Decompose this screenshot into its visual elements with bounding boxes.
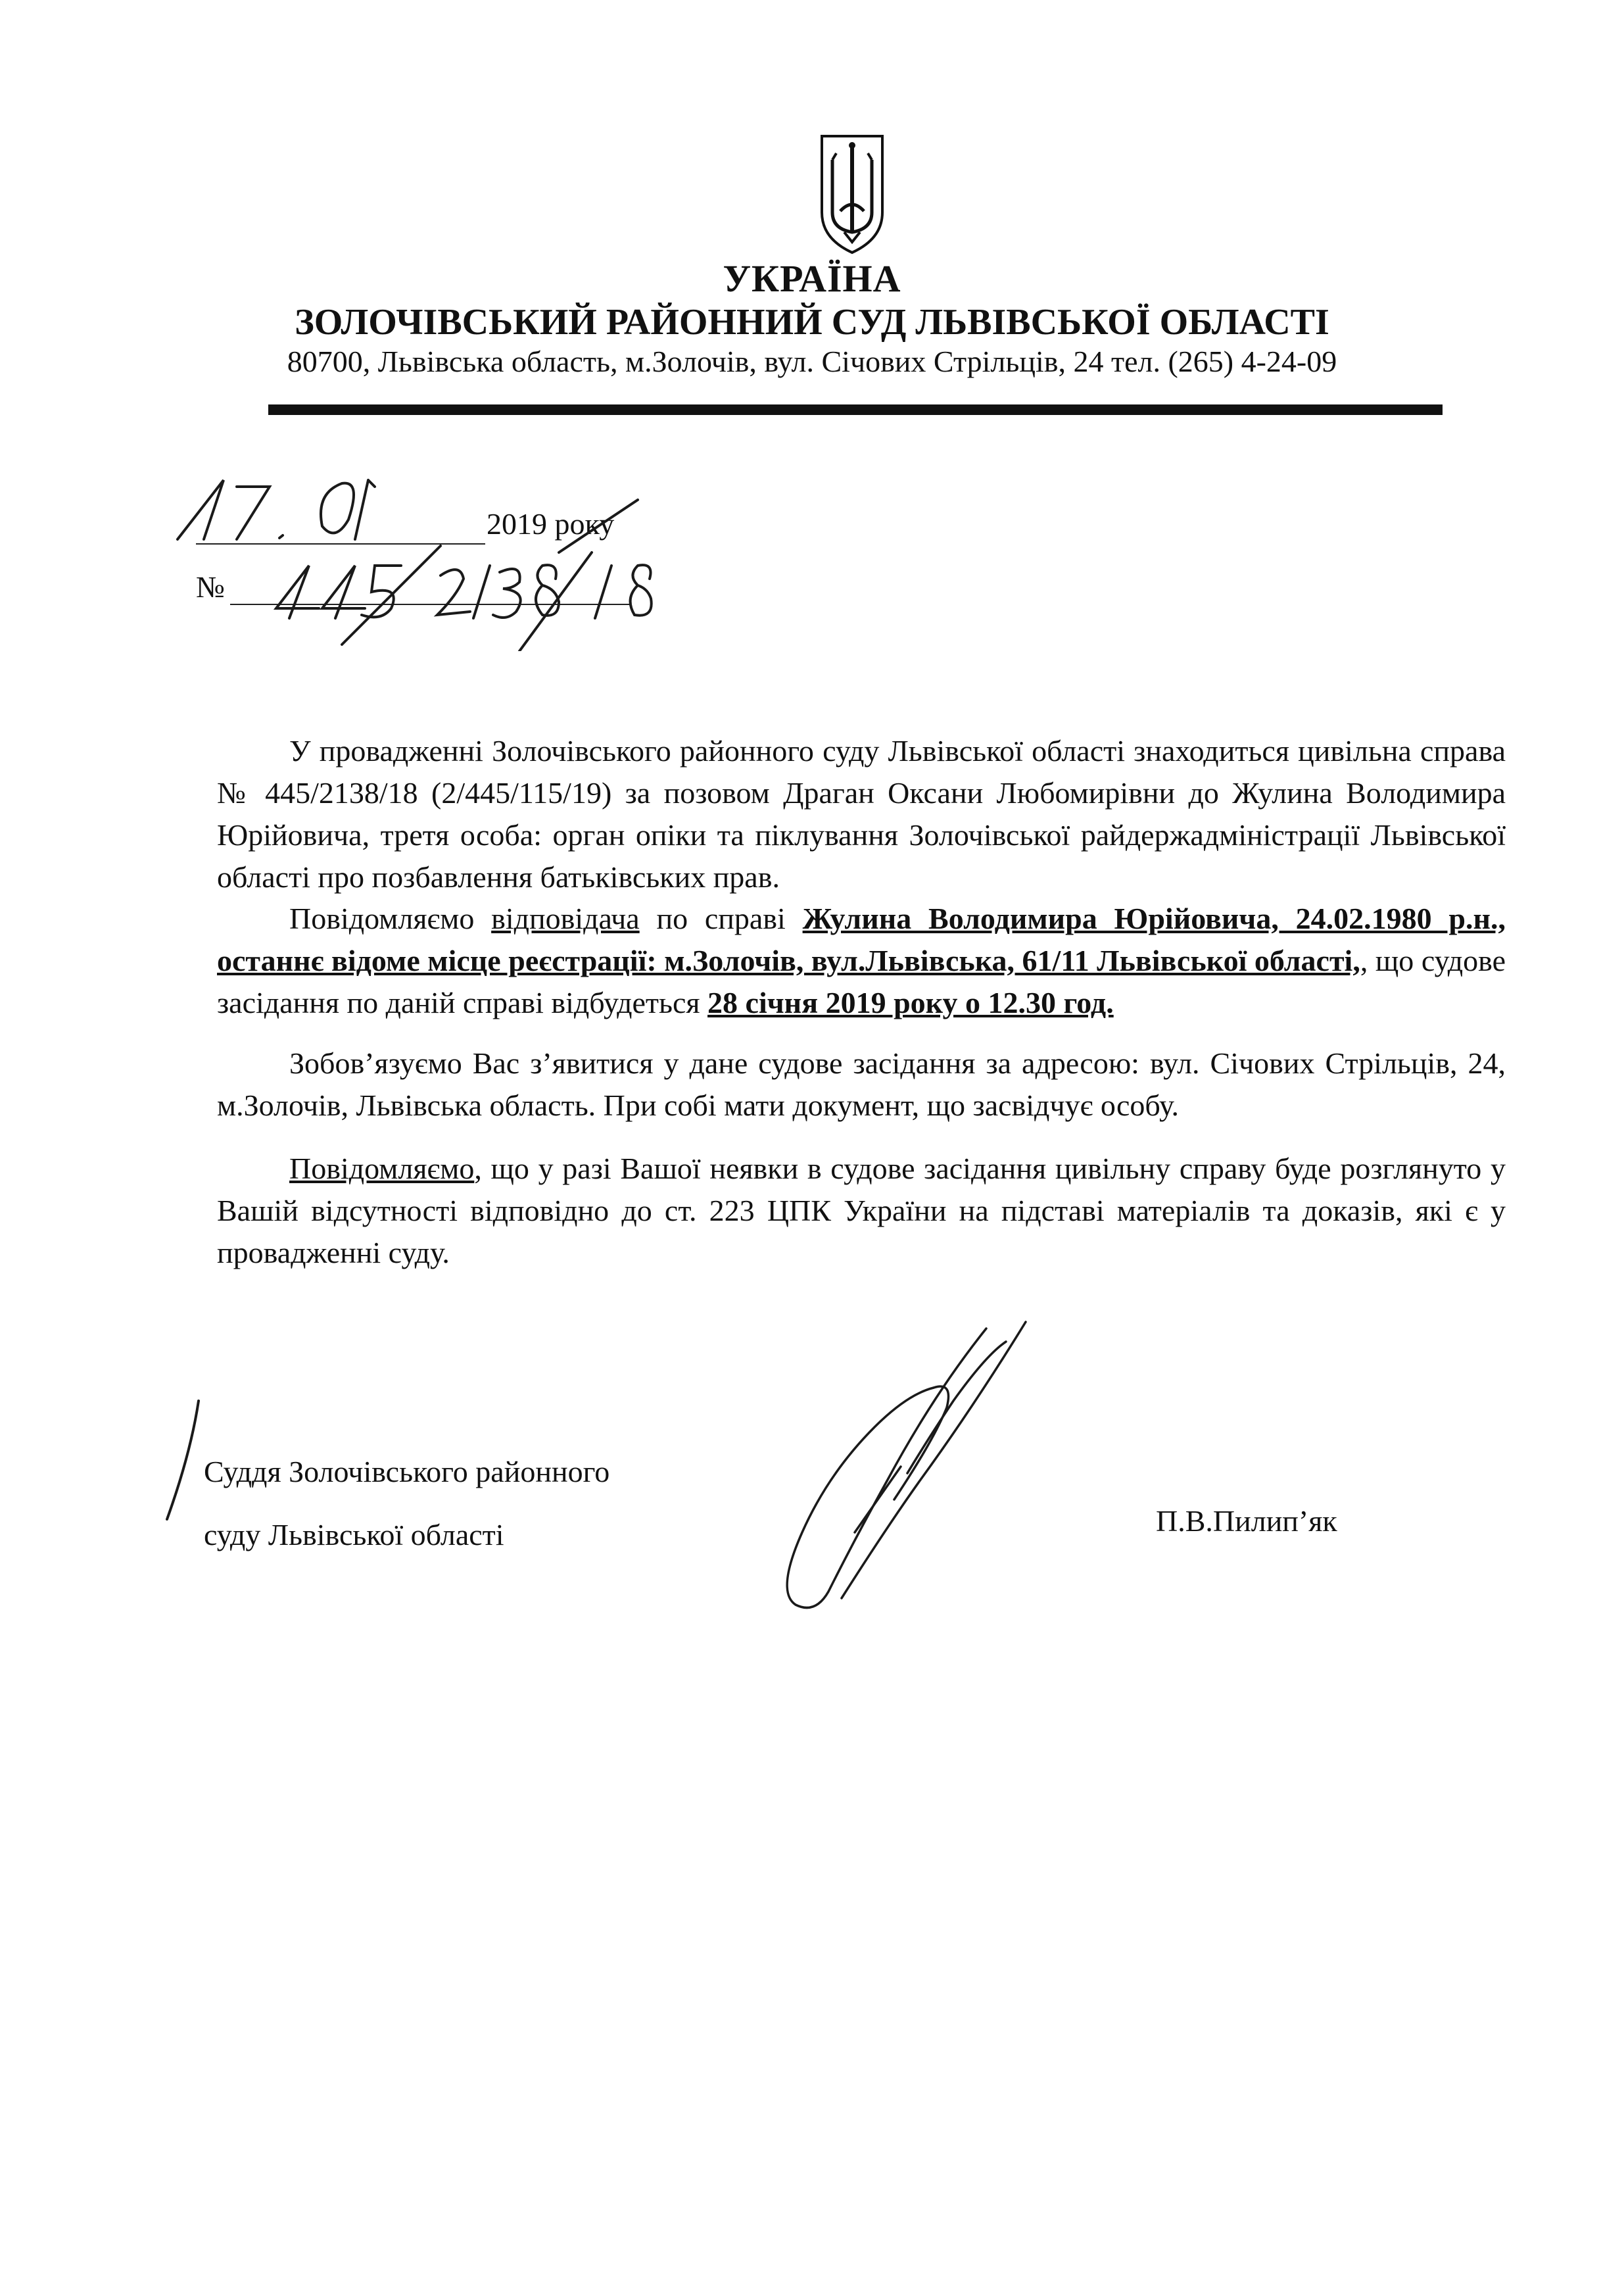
respondent-details: Жулина Володимира Юрійовича, 24.02.1980 р.н., останнє відоме місце реєстрації: м.Золочів, вул.Львівська, 61/11 Львівської області, (217, 902, 1506, 977)
country-heading: УКРАЇНА (723, 257, 901, 300)
judge-title (204, 1440, 609, 1567)
signature-tick-mark (158, 1394, 210, 1526)
handwritten-signature-icon (736, 1315, 1078, 1618)
paragraph-case-info (217, 730, 1506, 898)
judge-title-line-1: Суддя Золочівського районного (204, 1455, 610, 1488)
header-divider (268, 404, 1443, 415)
paragraph-case-info-text: У провадженні Золочівського районного суду Львівської області знаходиться цивільна справа № 445/2138/18 (2/445/115/19) за позовом Драган Оксани Любомирівни до Жулина Володимира Юрійовича, третя особа: орган опіки та піклування Золочівської райдержадміністрації Львівської області про позбавлення батьківських прав. (217, 734, 1506, 894)
handwritten-date-number (164, 454, 664, 651)
warning-text: , що у разі Вашої неявки в судове засідання цивільну справу буде розглянуто у Вашій відсутності відповідно до ст. 223 ЦПК України на підставі матеріалів та доказів, які є у провадженні суду. (217, 1152, 1506, 1269)
number-label: № (196, 570, 225, 604)
notify-lead: Повідомляємо (289, 902, 492, 935)
paragraph-notification (217, 898, 1506, 1024)
court-address: 80700, Львівська область, м.Золочів, вул. Січових Стрільців, 24 тел. (265) 4-24-09 (287, 345, 1337, 378)
notify-case-word: по справі (639, 902, 803, 935)
date-year-suffix: 2019 року (487, 507, 615, 541)
hearing-datetime: 28 січня 2019 року о 12.30 год. (707, 986, 1114, 1019)
respondent-label: відповідача (491, 902, 640, 935)
judge-name: П.В.Пилип’як (1156, 1504, 1337, 1538)
paragraph-warning (217, 1148, 1506, 1274)
warning-lead: Повідомляємо (289, 1152, 475, 1185)
court-name-heading: ЗОЛОЧІВСЬКИЙ РАЙОННИЙ СУД ЛЬВІВСЬКОЇ ОБЛАСТІ (295, 302, 1329, 343)
notify-hearing-text: , що судове засідання по даній справі відбудеться (217, 944, 1506, 1019)
judge-title-line-2: суду Львівської області (204, 1518, 504, 1551)
paragraph-obligation-text: Зобов’язуємо Вас з’явитися у дане судове засідання за адресою: вул. Січових Стрільців, 24, м.Золочів, Львівська область. При собі мати документ, що засвідчує особу. (217, 1046, 1506, 1122)
paragraph-obligation (217, 1042, 1506, 1127)
trident-coat-of-arms-icon (818, 134, 886, 255)
